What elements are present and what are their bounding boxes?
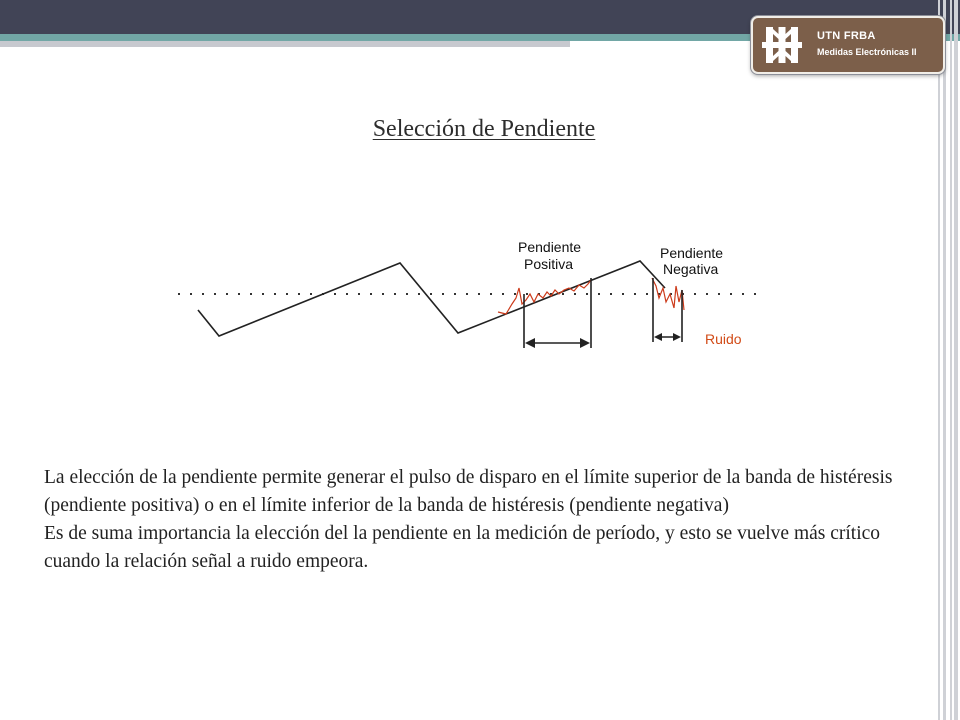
badge-subtitle: Medidas Electrónicas II [817, 47, 917, 57]
arrow-head-right [673, 333, 681, 341]
signal-waveform [198, 261, 665, 336]
body-text [44, 464, 916, 576]
page-title: Selección de Pendiente [372, 116, 596, 142]
institution-badge [751, 16, 945, 74]
label-negative-1: Pendiente [660, 245, 724, 261]
side-decoration [936, 0, 960, 720]
side-line [954, 0, 958, 720]
side-line [943, 0, 946, 720]
paragraph-1: La elección de la pendiente permite generar el pulso de disparo en el límite superior de la banda de histéresis (pendiente positiva) o en el límite inferior de la banda de histéresis (pendiente negativa) [44, 467, 893, 516]
label-noise: Ruido [705, 331, 742, 347]
arrow-head-right [580, 338, 590, 348]
side-line [938, 0, 940, 720]
badge-title: UTN FRBA [817, 30, 876, 42]
arrow-head-left [525, 338, 535, 348]
arrow-head-left [654, 333, 662, 341]
utn-logo-icon [760, 23, 804, 67]
label-positive-2: Positiva [524, 256, 574, 272]
label-positive-1: Pendiente [518, 239, 582, 255]
slope-diagram [160, 230, 780, 380]
label-negative-2: Negativa [663, 261, 719, 277]
paragraph-2: Es de suma importancia la elección del la pendiente en la medición de período, y esto se vuelve más crítico cuando la relación señal a ruido empeora. [44, 523, 881, 572]
negative-slope-noise [652, 278, 684, 310]
side-line [950, 0, 952, 720]
